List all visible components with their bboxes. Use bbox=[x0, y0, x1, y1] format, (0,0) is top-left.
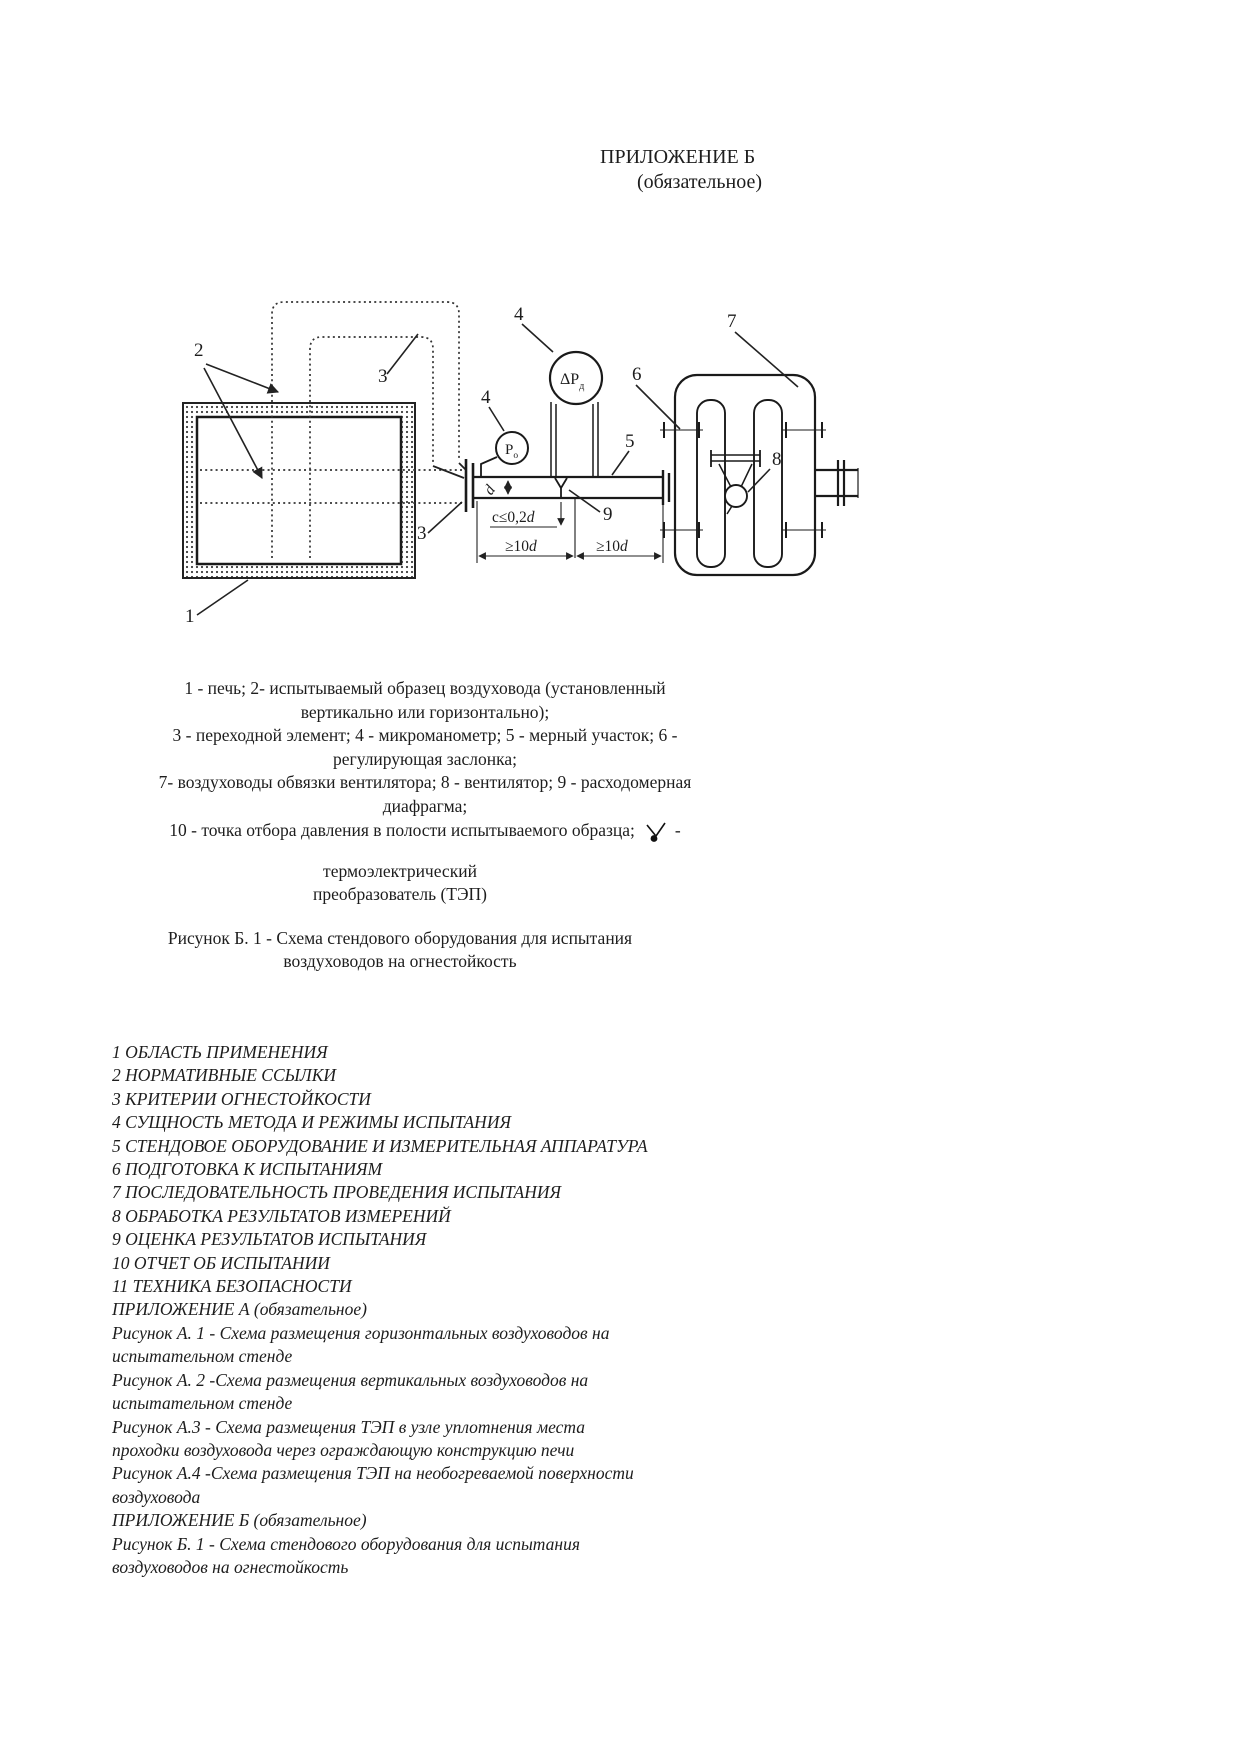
length-dimensions bbox=[477, 501, 663, 563]
toc-line: Рисунок Б. 1 - Схема стендового оборудования для испытания bbox=[112, 1533, 580, 1554]
toc-line: 9 ОЦЕНКА РЕЗУЛЬТАТОВ ИСПЫТАНИЯ bbox=[112, 1229, 427, 1250]
toc-line: 7 ПОСЛЕДОВАТЕЛЬНОСТЬ ПРОВЕДЕНИЯ ИСПЫТАНИЯ bbox=[112, 1182, 562, 1203]
dim-10d-right: ≥10d bbox=[596, 538, 628, 555]
callout-micromanometer-lower: 4 bbox=[481, 387, 491, 408]
fan-impeller bbox=[725, 485, 747, 507]
callout-measuring-section: 5 bbox=[625, 431, 635, 452]
toc-line: 6 ПОДГОТОВКА К ИСПЫТАНИЯМ bbox=[112, 1159, 383, 1180]
toc-line: 11 ТЕХНИКА БЕЗОПАСНОСТИ bbox=[112, 1276, 352, 1297]
callout-fan-ducts: 7 bbox=[727, 311, 737, 332]
toc-line: воздуховодов на огнестойкость bbox=[112, 1556, 349, 1577]
measuring-section-duct bbox=[473, 477, 663, 498]
outlet-duct bbox=[815, 470, 858, 496]
toc-line: 5 СТЕНДОВОЕ ОБОРУДОВАНИЕ И ИЗМЕРИТЕЛЬНАЯ АППАРАТУРА bbox=[112, 1135, 648, 1156]
toc-line: воздуховода bbox=[112, 1486, 201, 1507]
appendix-subtitle: (обязательное) bbox=[637, 171, 762, 193]
toc-line: 2 НОРМАТИВНЫЕ ССЫЛКИ bbox=[112, 1065, 336, 1086]
legend-line: регулирующая заслонка; bbox=[333, 748, 517, 769]
dim-10d-left: ≥10d bbox=[505, 538, 537, 555]
legend-line: 1 - печь; 2- испытываемый образец воздуховода (установленный bbox=[184, 678, 666, 698]
toc-line: 1 ОБЛАСТЬ ПРИМЕНЕНИЯ bbox=[112, 1042, 328, 1062]
legend-tep-continuation bbox=[75, 860, 725, 907]
table-of-contents bbox=[112, 1041, 712, 1579]
figure-caption bbox=[75, 927, 725, 974]
callout-furnace: 1 bbox=[185, 606, 195, 627]
inlet-flange bbox=[466, 459, 473, 512]
toc-line: ПРИЛОЖЕНИЕ Б (обязательное) bbox=[112, 1510, 367, 1531]
fan-piping-loop bbox=[660, 375, 858, 575]
furnace bbox=[183, 403, 415, 578]
duct-diameter-dimension bbox=[481, 481, 508, 498]
flow-diaphragm bbox=[555, 478, 575, 558]
legend-tep-line: термоэлектрический bbox=[323, 861, 477, 881]
legend-tep-text: 10 - точка отбора давления в полости испытываемого образца; bbox=[169, 819, 635, 840]
appendix-title: ПРИЛОЖЕНИЕ Б bbox=[600, 146, 756, 168]
legend-tep-line: преобразователь (ТЭП) bbox=[312, 884, 487, 905]
callout-transition-upper: 3 bbox=[378, 366, 388, 387]
toc-line: Рисунок А.3 - Схема размещения ТЭП в узле уплотнения места bbox=[112, 1416, 586, 1437]
callout-diaphragm: 9 bbox=[603, 504, 613, 525]
svg-text:Pо: $P_о$ bbox=[505, 442, 519, 461]
toc-line: Рисунок А.4 -Схема размещения ТЭП на необогреваемой поверхности bbox=[112, 1463, 634, 1484]
figure-caption-line: Рисунок Б. 1 - Схема стендового оборудования для испытания bbox=[167, 928, 633, 948]
toc-line: Рисунок А. 1 - Схема размещения горизонтальных воздуховодов на bbox=[112, 1322, 610, 1343]
toc-line: испытательном стенде bbox=[112, 1393, 293, 1414]
legend-line: диафрагма; bbox=[382, 795, 468, 816]
test-stand-diagram bbox=[170, 290, 870, 630]
callout-fan: 8 bbox=[772, 449, 782, 470]
svg-text:d: d bbox=[480, 482, 499, 499]
callout-micromanometer-upper: 4 bbox=[514, 304, 524, 325]
legend-line: 3 - переходной элемент; 4 - микроманометр; 5 - мерный участок; 6 - bbox=[172, 725, 678, 746]
callout-damper: 6 bbox=[632, 364, 642, 385]
toc-line: проходки воздуховода через ограждающую конструкцию печи bbox=[112, 1439, 575, 1460]
legend-line-tep bbox=[100, 819, 750, 843]
toc-line: 4 СУЩНОСТЬ МЕТОДА И РЕЖИМЫ ИСПЫТАНИЯ bbox=[112, 1112, 511, 1133]
legend-line: вертикально или горизонтально); bbox=[300, 701, 550, 722]
toc-line: 8 ОБРАБОТКА РЕЗУЛЬТАТОВ ИЗМЕРЕНИЙ bbox=[112, 1205, 451, 1226]
toc-line: 3 КРИТЕРИИ ОГНЕСТОЙКОСТИ bbox=[112, 1088, 371, 1109]
toc-line: 10 ОТЧЕТ ОБ ИСПЫТАНИИ bbox=[112, 1252, 330, 1273]
figure-legend bbox=[100, 677, 750, 843]
dim-c: c≤0,2d bbox=[492, 509, 535, 526]
legend-line: 7- воздуховоды обвязки вентилятора; 8 - вентилятор; 9 - расходомерная bbox=[158, 772, 692, 793]
toc-line: испытательном стенде bbox=[112, 1346, 293, 1367]
micromanometer-static bbox=[481, 432, 528, 477]
svg-text:ΔPд: $\Delta P_д$ bbox=[560, 371, 585, 392]
legend-tep-dash: - bbox=[674, 819, 681, 840]
figure-caption-line: воздуховодов на огнестойкость bbox=[283, 951, 517, 972]
micromanometer-differential bbox=[550, 352, 602, 477]
thermocouple-probe-icon bbox=[645, 822, 667, 843]
callout-sample: 2 bbox=[194, 340, 204, 361]
toc-line: ПРИЛОЖЕНИЕ А (обязательное) bbox=[112, 1299, 367, 1320]
toc-line: Рисунок А. 2 -Схема размещения вертикальных воздуховодов на bbox=[112, 1369, 589, 1390]
callout-transition-lower: 3 bbox=[417, 523, 427, 544]
